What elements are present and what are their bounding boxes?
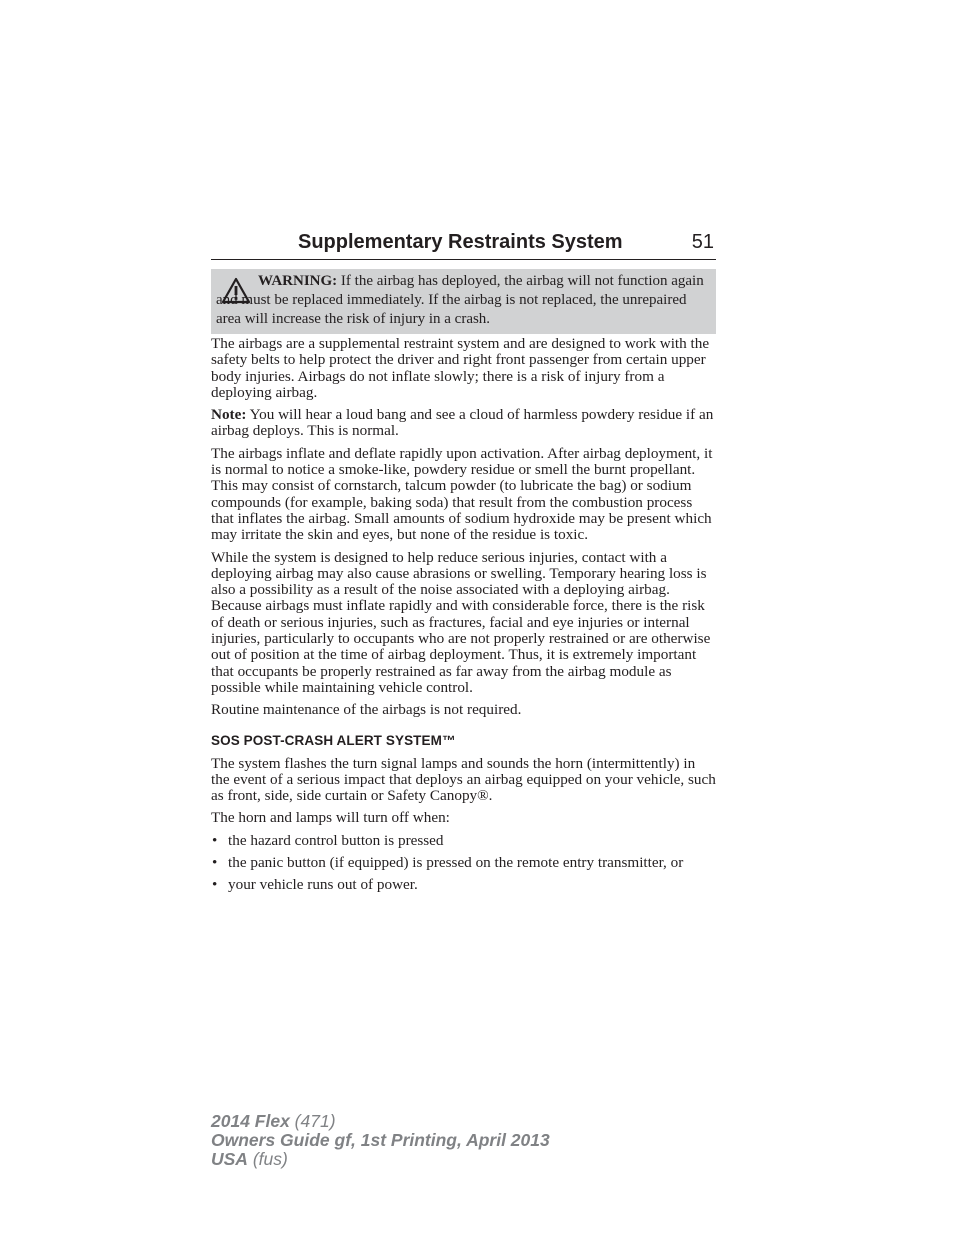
paragraph-sos-turn-off: The horn and lamps will turn off when:	[211, 809, 450, 827]
paragraph-airbag-residue: The airbags inflate and deflate rapidly upon activation. After airbag deployment, it is normal to notice a smoke-like, powdery residue or smell the burnt propellant. This may consist of cornstarch, talcum powder (to lubricate the bag) or sodium compounds (for example, baking soda) that result from the combustion process that inflates the airbag. Small amounts of sodium hydroxide may be present which may irritate the skin and eyes, but none of the residue is toxic.	[211, 444, 713, 544]
footer-guide-line	[211, 1131, 550, 1150]
sos-turn-off-list	[211, 833, 717, 894]
paragraph-maintenance: Routine maintenance of the airbags is not required.	[211, 701, 522, 719]
list-item	[211, 855, 717, 871]
paragraph-airbags-intro: The airbags are a supplemental restraint system and are designed to work with the safety belts to help protect the driver and right front passenger from certain upper body injuries. Airbags do not inflate slowly; there is a risk of injury from a deploying airbag.	[211, 335, 710, 401]
list-item-text: the hazard control button is pressed	[228, 831, 444, 849]
list-item	[211, 833, 717, 849]
bullet-glyph: •	[212, 854, 218, 872]
warning-box	[211, 269, 716, 334]
sos-section-heading: SOS POST-CRASH ALERT SYSTEM™	[211, 732, 456, 748]
warning-text: If the airbag has deployed, the airbag will not function again and must be replaced immediately. If the airbag is not replaced, the unrepaired area will increase the risk of injury in a crash.	[216, 273, 704, 327]
paragraph-injury-risk: While the system is designed to help reduce serious injuries, contact with a deploying airbag may also cause abrasions or swelling. Temporary hearing loss is also a possibility as a result of the noise associated with a deploying airbag. Because airbags must inflate rapidly and with considerable force, there is the risk of death or serious injuries, such as fractures, facial and eye injuries or internal injuries, particularly to occupants who are not properly restrained or are otherwise out of position at the time of airbag deployment. Thus, it is extremely important that occupants be properly restrained as far away from the airbag module as possible while maintaining vehicle control.	[211, 548, 711, 696]
note-label: Note:	[211, 406, 247, 424]
page-number: 51	[691, 231, 714, 253]
page-body	[211, 336, 717, 900]
footer-model: 2014 Flex	[211, 1111, 290, 1131]
page-header	[211, 229, 716, 260]
footer-guide: Owners Guide gf, 1st Printing, April 2013	[211, 1130, 550, 1150]
page-title: Supplementary Restraints System	[298, 231, 623, 253]
footer-model-code: (471)	[289, 1111, 336, 1131]
paragraph-sos-description: The system flashes the turn signal lamps and sounds the horn (intermittently) in the event of a serious impact that deploys an airbag equipped on your vehicle, such as front, side, side curtain or Safety Canopy®.	[211, 754, 716, 805]
bullet-glyph: •	[212, 831, 218, 849]
bullet-glyph: •	[212, 876, 218, 894]
list-item-text: your vehicle runs out of power.	[228, 876, 418, 894]
footer-region-code: (fus)	[247, 1149, 288, 1169]
warning-label: WARNING:	[258, 273, 338, 289]
note-paragraph	[211, 407, 717, 440]
footer-model-line	[211, 1112, 550, 1131]
page-footer	[211, 1112, 550, 1169]
footer-region: USA	[211, 1149, 248, 1169]
warning-text-block	[216, 272, 712, 329]
list-item-text: the panic button (if equipped) is pressed on the remote entry transmitter, or	[228, 854, 684, 872]
list-item	[211, 877, 717, 893]
footer-region-line	[211, 1150, 550, 1169]
note-text: You will hear a loud bang and see a cloud of harmless powdery residue if an airbag deploys. This is normal.	[211, 406, 714, 440]
